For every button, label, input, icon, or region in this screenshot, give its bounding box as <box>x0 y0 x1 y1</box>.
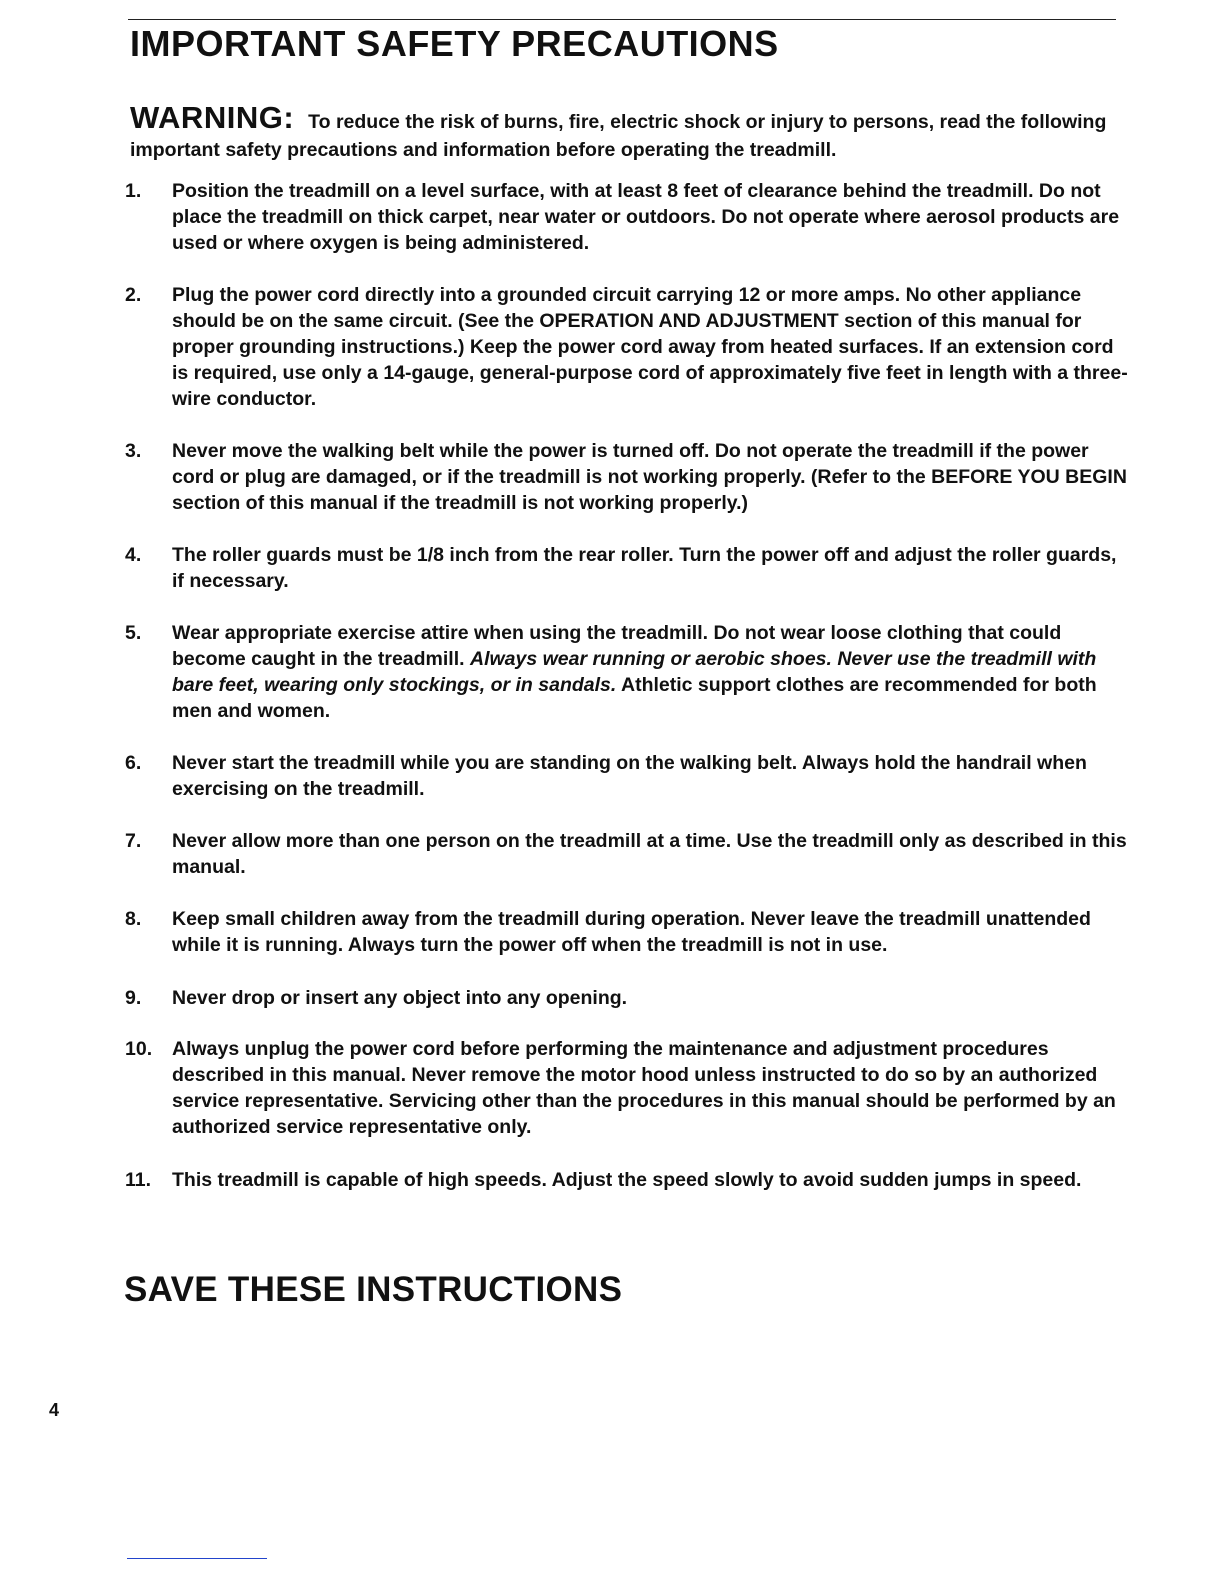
list-item <box>125 828 1130 880</box>
item-text: This treadmill is capable of high speeds. Adjust the speed slowly to avoid sudden jumps in speed. <box>172 1169 1082 1191</box>
item-number: 8. <box>125 908 142 930</box>
footer-rule <box>127 1558 267 1559</box>
item-text: Never allow more than one person on the treadmill at a time. Use the treadmill only as described in this manual. <box>172 830 1127 878</box>
warning-label: WARNING: <box>130 100 295 135</box>
item-text: Never start the treadmill while you are standing on the walking belt. Always hold the handrail when exercising on the treadmill. <box>172 752 1087 800</box>
list-item <box>125 1167 1130 1193</box>
item-number: 6. <box>125 752 142 774</box>
page-title: IMPORTANT SAFETY PRECAUTIONS <box>130 23 779 64</box>
top-rule <box>128 19 1116 20</box>
list-item <box>125 178 1130 256</box>
item-number: 5. <box>125 622 142 644</box>
item-number: 11. <box>125 1169 152 1191</box>
item-number: 9. <box>125 987 142 1009</box>
warning-paragraph <box>130 100 1125 164</box>
list-item <box>125 438 1130 516</box>
item-text: Plug the power cord directly into a grounded circuit carrying 12 or more amps. No other appliance should be on the same circuit. (See the OPERATION AND ADJUSTMENT section of this manual for proper grounding instructions.) Keep the power cord away from heated surfaces. If an extension cord is required, use only a 14-gauge, general-purpose cord of approximately five feet in length with a three-wire conductor. <box>172 284 1128 410</box>
warning-text: To reduce the risk of burns, fire, electric shock or injury to persons, read the following important safety precautions and information before operating the treadmill. <box>130 111 1107 161</box>
list-item <box>125 542 1130 594</box>
list-item <box>125 906 1130 958</box>
item-text-plain: Athletic support clothes are recommended for both men and women. <box>172 674 1097 722</box>
page-number: 4 <box>49 1400 60 1420</box>
list-item <box>125 282 1130 412</box>
list-item <box>125 620 1130 724</box>
item-text <box>172 620 1130 724</box>
item-number: 3. <box>125 440 142 462</box>
item-text: Keep small children away from the treadmill during operation. Never leave the treadmill unattended while it is running. Always turn the power off when the treadmill is not in use. <box>172 908 1091 956</box>
save-instructions-heading: SAVE THESE INSTRUCTIONS <box>124 1270 623 1309</box>
item-text: The roller guards must be 1/8 inch from the rear roller. Turn the power off and adjust the roller guards, if necessary. <box>172 544 1117 592</box>
item-number: 4. <box>125 544 142 566</box>
item-text: Always unplug the power cord before performing the maintenance and adjustment procedures described in this manual. Never remove the motor hood unless instructed to do so by an authorized service representative. Servicing other than the procedures in this manual should be performed by an authorized service representative only. <box>172 1038 1116 1138</box>
item-text: Never drop or insert any object into any opening. <box>172 987 628 1009</box>
item-number: 1. <box>125 180 142 202</box>
list-item <box>125 750 1130 802</box>
list-item <box>125 1036 1130 1140</box>
item-number: 2. <box>125 284 142 306</box>
item-number: 7. <box>125 830 142 852</box>
item-text-plain: Wear appropriate exercise attire when using the treadmill. Do not wear loose clothing that could become caught in the treadmill. <box>172 622 1062 670</box>
item-number: 10. <box>125 1038 153 1060</box>
item-text: Never move the walking belt while the power is turned off. Do not operate the treadmill if the power cord or plug are damaged, or if the treadmill is not working properly. (Refer to the BEFORE YOU BEGIN section of this manual if the treadmill is not working properly.) <box>172 440 1127 514</box>
list-item <box>125 985 1130 1011</box>
item-text-emphasis: Always wear running or aerobic shoes. Never use the treadmill with bare feet, wearing only stockings, or in sandals. <box>172 648 1097 696</box>
item-text: Position the treadmill on a level surface, with at least 8 feet of clearance behind the treadmill. Do not place the treadmill on thick carpet, near water or outdoors. Do not operate where aerosol products are used or where oxygen is being administered. <box>172 180 1120 254</box>
